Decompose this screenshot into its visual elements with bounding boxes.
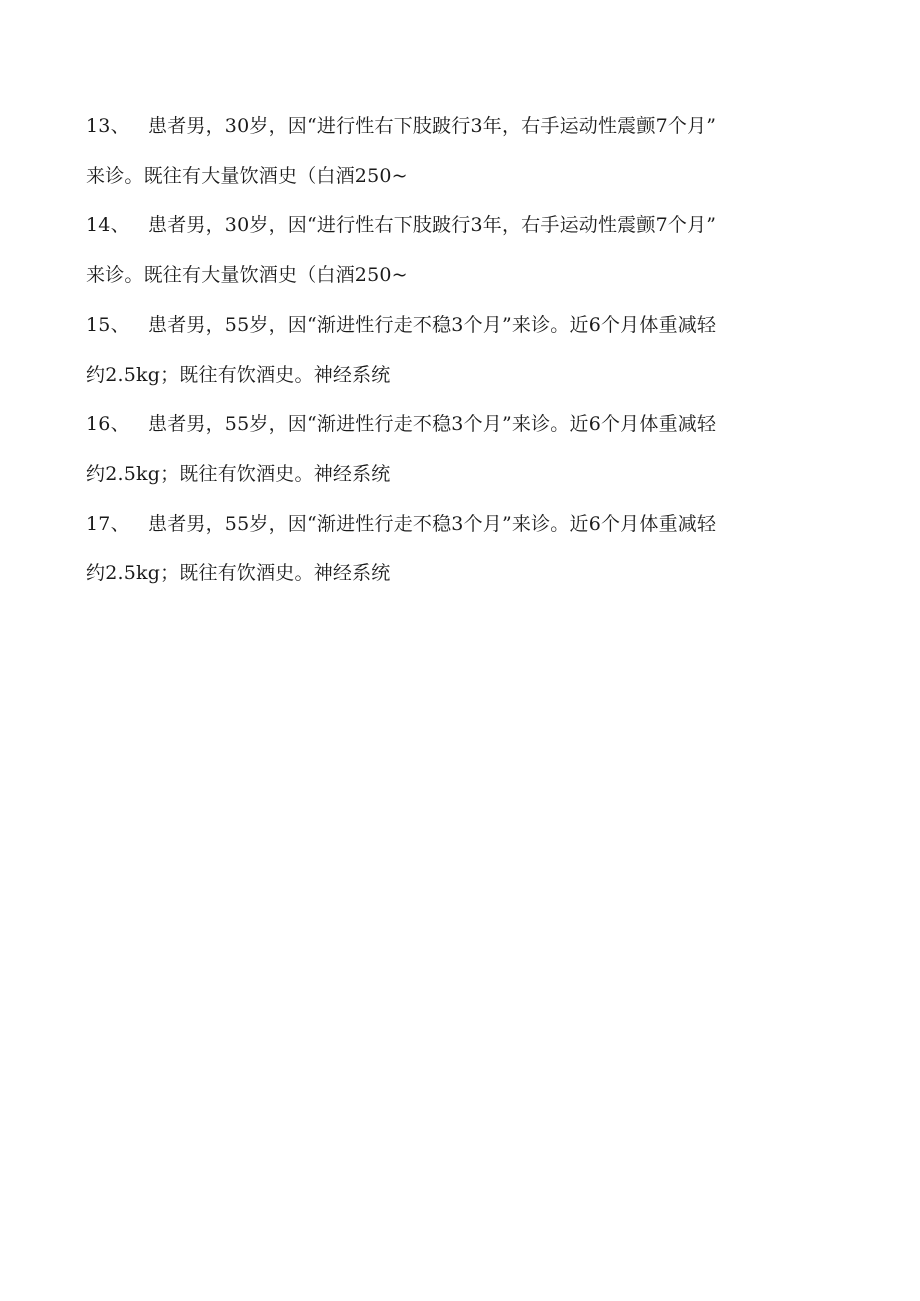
question-text: 患者男，55岁，因“渐进性行走不稳3个月”来诊。近6个月体重减轻	[148, 413, 717, 436]
question-list	[86, 102, 846, 599]
question-number: 17、	[86, 512, 130, 535]
question-text: 患者男，55岁，因“渐进性行走不稳3个月”来诊。近6个月体重减轻	[148, 313, 717, 336]
question-line-continued: 来诊。既往有大量饮酒史（白酒250~	[86, 264, 408, 287]
question-line	[86, 301, 846, 351]
question-number: 13、	[86, 115, 130, 137]
question-number: 14、	[86, 214, 130, 237]
question-line-continued: 来诊。既往有大量饮酒史（白酒250~	[86, 164, 408, 187]
question-item-17	[86, 500, 846, 599]
question-text: 患者男，30岁，因“进行性右下肢跛行3年，右手运动性震颤7个月”	[148, 214, 717, 237]
question-line	[86, 201, 846, 251]
question-line-continued: 约2.5kg；既往有饮酒史。神经系统	[86, 562, 391, 585]
question-item-14	[86, 201, 846, 300]
question-item-16	[86, 400, 846, 499]
question-line	[86, 102, 846, 152]
question-line-continued: 约2.5kg；既往有饮酒史。神经系统	[86, 462, 391, 485]
question-text: 患者男，30岁，因“进行性右下肢跛行3年，右手运动性震颤7个月”	[148, 115, 717, 137]
question-item-15	[86, 301, 846, 400]
question-number: 15、	[86, 313, 130, 336]
question-line-continued: 约2.5kg；既往有饮酒史。神经系统	[86, 363, 391, 386]
question-text: 患者男，55岁，因“渐进性行走不稳3个月”来诊。近6个月体重减轻	[148, 512, 717, 535]
question-item-13	[86, 102, 846, 201]
question-line	[86, 500, 846, 550]
question-number: 16、	[86, 413, 130, 436]
question-line	[86, 400, 846, 450]
